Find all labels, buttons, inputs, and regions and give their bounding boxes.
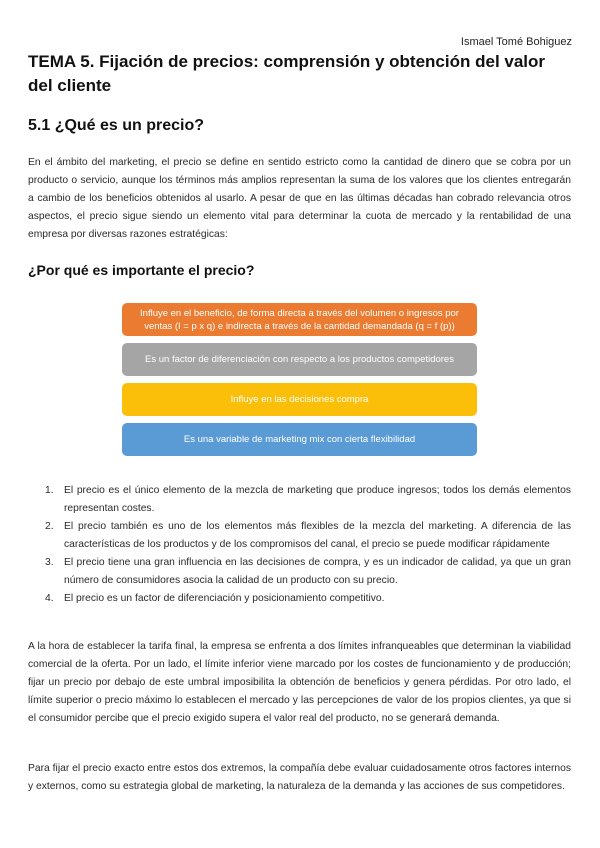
list-text: El precio también es uno de los elementos más flexibles de la mezcla del marketing. A diferencia de las características de los productos y de los compromisos del canal, el precio se puede modificar rápidamente xyxy=(64,521,571,550)
diagram-box-purchase: Influye en las decisiones compra xyxy=(122,383,477,416)
list-item xyxy=(28,590,571,608)
list-number: 3. xyxy=(45,557,54,568)
reasons-list xyxy=(28,482,571,608)
final-paragraph: Para fijar el precio exacto entre estos dos extremos, la compañía debe evaluar cuidadosamente otros factores internos y externos, como su estrategia global de marketing, la naturaleza de la demanda y las acciones de sus competidores. xyxy=(28,763,571,792)
list-text: El precio es un factor de diferenciación y posicionamiento competitivo. xyxy=(64,593,385,604)
list-item xyxy=(28,554,571,590)
diagram-box-differentiation: Es un factor de diferenciación con respecto a los productos competidores xyxy=(122,343,477,376)
subsection-heading: ¿Por qué es importante el precio? xyxy=(28,262,255,278)
document-title: TEMA 5. Fijación de precios: comprensión y obtención del valor del cliente xyxy=(28,52,546,95)
list-number: 2. xyxy=(45,521,54,532)
section-heading: 5.1 ¿Qué es un precio? xyxy=(28,117,205,134)
list-item xyxy=(28,518,571,554)
list-number: 1. xyxy=(45,485,54,496)
limits-paragraph: A la hora de establecer la tarifa final, la empresa se enfrenta a dos límites infranqueables que determinan la viabilidad comercial de la oferta. Por un lado, el límite inferior viene marcado por los costes de funcionamiento y de producción; fijar un precio por debajo de este umbral imposibilita la obtención de beneficios y genera pérdidas. Por otro lado, el límite superior o precio máximo lo establecen el mercado y las percepciones de valor de los propios clientes, ya que si el consumidor percibe que el precio exigido supera el valor real del producto, no se generará demanda. xyxy=(28,641,571,724)
author-name: Ismael Tomé Bohiguez xyxy=(460,36,572,48)
list-number: 4. xyxy=(45,593,54,604)
list-text: El precio tiene una gran influencia en las decisiones de compra, y es un indicador de calidad, ya que un gran número de consumidores asocia la calidad de un producto con su precio. xyxy=(64,557,571,586)
diagram-box-marketing-mix: Es una variable de marketing mix con cierta flexibilidad xyxy=(122,423,477,456)
intro-paragraph: En el ámbito del marketing, el precio se define en sentido estricto como la cantidad de dinero que se cobra por un producto o servicio, aunque los términos más amplios representan la suma de los valores que los clientes entregarán a cambio de los beneficios obtenidos al usarlo. A pesar de que en las últimas décadas han cobrado relevancia otros aspectos, el precio sigue siendo un elemento vital para determinar la cuota de mercado y la rentabilidad de una empresa por diversas razones estratégicas: xyxy=(28,157,571,240)
importance-diagram xyxy=(122,303,477,456)
list-text: El precio es el único elemento de la mezcla de marketing que produce ingresos; todos los demás elementos representan costes. xyxy=(64,485,571,514)
list-item xyxy=(28,482,571,518)
diagram-box-benefit: Influye en el beneficio, de forma directa a través del volumen o ingresos por ventas (I = p x q) e indirecta a través de la cantidad demandada (q = f (p)) xyxy=(122,303,477,336)
